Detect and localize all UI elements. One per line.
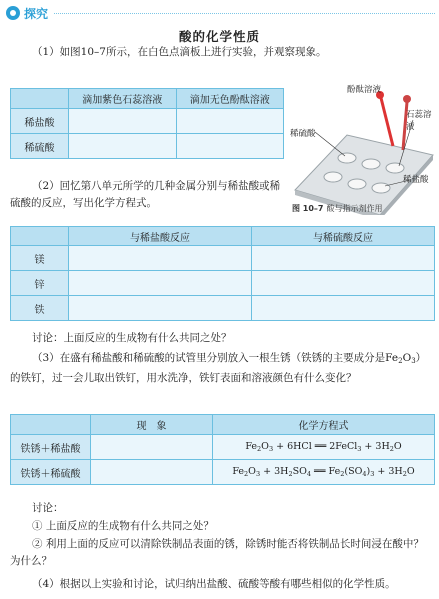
row-label: 稀硫酸 xyxy=(11,134,69,159)
section-header xyxy=(6,4,48,22)
question-1: ① 上面反应的生成物有什么共同之处？ xyxy=(32,520,214,532)
paragraph-4: （4）根据以上实验和讨论，试归纳出盐酸、硫酸等酸有哪些相似的化学性质。 xyxy=(32,578,396,590)
equation-cell: $Fe_2O_3 + 6HCl$ ══ 2FeCl$_3$ + $3H_2O$ xyxy=(213,435,435,460)
well xyxy=(362,159,380,169)
label-sulfuric-acid: 稀硫酸 xyxy=(290,129,316,139)
paragraph-2: （2）回忆第八单元所学的几种金属分别与稀盐酸或稀硫酸的反应，写出化学方程式。 xyxy=(10,180,281,209)
row-label: 锌 xyxy=(11,271,69,296)
indicator-table xyxy=(10,88,284,159)
figure-caption-number: 图 10–7 xyxy=(292,204,324,213)
table-header: 现 象 xyxy=(91,415,213,435)
label-hydrochloric-acid: 稀盐酸 xyxy=(403,175,429,185)
table-header: 滴加紫色石蕊溶液 xyxy=(69,89,177,109)
label-litmus: 石蕊溶液 xyxy=(406,110,432,132)
table-header-blank xyxy=(11,415,91,435)
table-header-blank xyxy=(11,227,69,246)
well xyxy=(348,179,366,189)
metal-reaction-table xyxy=(10,226,435,321)
dropper-icon xyxy=(376,91,393,146)
answer-cell[interactable] xyxy=(69,271,252,296)
answer-cell[interactable] xyxy=(252,246,435,271)
figure-caption-text: 酸与指示剂作用 xyxy=(326,204,383,213)
equation-cell: $Fe_2O_3 + 3H_2SO_4$ ══ $Fe_2(SO_4)_3 + 3H_2O$ xyxy=(213,460,435,485)
answer-cell[interactable] xyxy=(176,134,284,159)
spot-plate-figure xyxy=(285,80,435,215)
answer-cell[interactable] xyxy=(69,246,252,271)
section-header-label: 探究 xyxy=(24,6,49,21)
answer-cell[interactable] xyxy=(252,271,435,296)
answer-cell[interactable] xyxy=(69,134,177,159)
table-header: 与稀硫酸反应 xyxy=(252,227,435,246)
header-divider xyxy=(54,13,435,14)
paragraph-3: （3）在盛有稀盐酸和稀硫酸的试管里分别放入一根生锈（铁锈的主要成分是$Fe_2O_3$）的铁钉，过一会儿取出铁钉，用水洗净，铁钉表面和溶液颜色有什么变化？ xyxy=(10,352,427,384)
table-header: 与稀盐酸反应 xyxy=(69,227,252,246)
row-label: 稀盐酸 xyxy=(11,109,69,134)
page-title: 酸的化学性质 xyxy=(178,29,260,44)
row-label: 铁锈＋稀盐酸 xyxy=(11,435,91,460)
answer-cell[interactable] xyxy=(252,296,435,321)
well xyxy=(324,172,342,182)
answer-cell[interactable] xyxy=(176,109,284,134)
table-header: 滴加无色酚酞溶液 xyxy=(176,89,284,109)
question-2: ② 利用上面的反应可以清除铁制品表面的锈，除锈时能否将铁制品长时间浸在酸中？为什么？ xyxy=(10,538,424,567)
row-label: 铁 xyxy=(11,296,69,321)
table-header-blank xyxy=(11,89,69,109)
discussion-1: 讨论：上面反应的生成物有什么共同之处？ xyxy=(32,332,232,344)
table-header: 化学方程式 xyxy=(213,415,435,435)
row-label: 镁 xyxy=(11,246,69,271)
label-phenolphthalein: 酚酞溶液 xyxy=(347,85,382,95)
well xyxy=(372,183,390,193)
rust-reaction-table xyxy=(10,414,435,485)
figure-caption xyxy=(292,203,382,214)
answer-cell[interactable] xyxy=(91,460,213,485)
answer-cell[interactable] xyxy=(69,109,177,134)
row-label: 铁锈＋稀硫酸 xyxy=(11,460,91,485)
well xyxy=(386,163,404,173)
well xyxy=(338,153,356,163)
paragraph-1: （1）如图10–7所示，在白色点滴板上进行实验，并观察现象。 xyxy=(32,46,327,58)
explore-icon xyxy=(6,6,20,20)
answer-cell[interactable] xyxy=(69,296,252,321)
answer-cell[interactable] xyxy=(91,435,213,460)
discussion-2: 讨论： xyxy=(32,502,64,514)
